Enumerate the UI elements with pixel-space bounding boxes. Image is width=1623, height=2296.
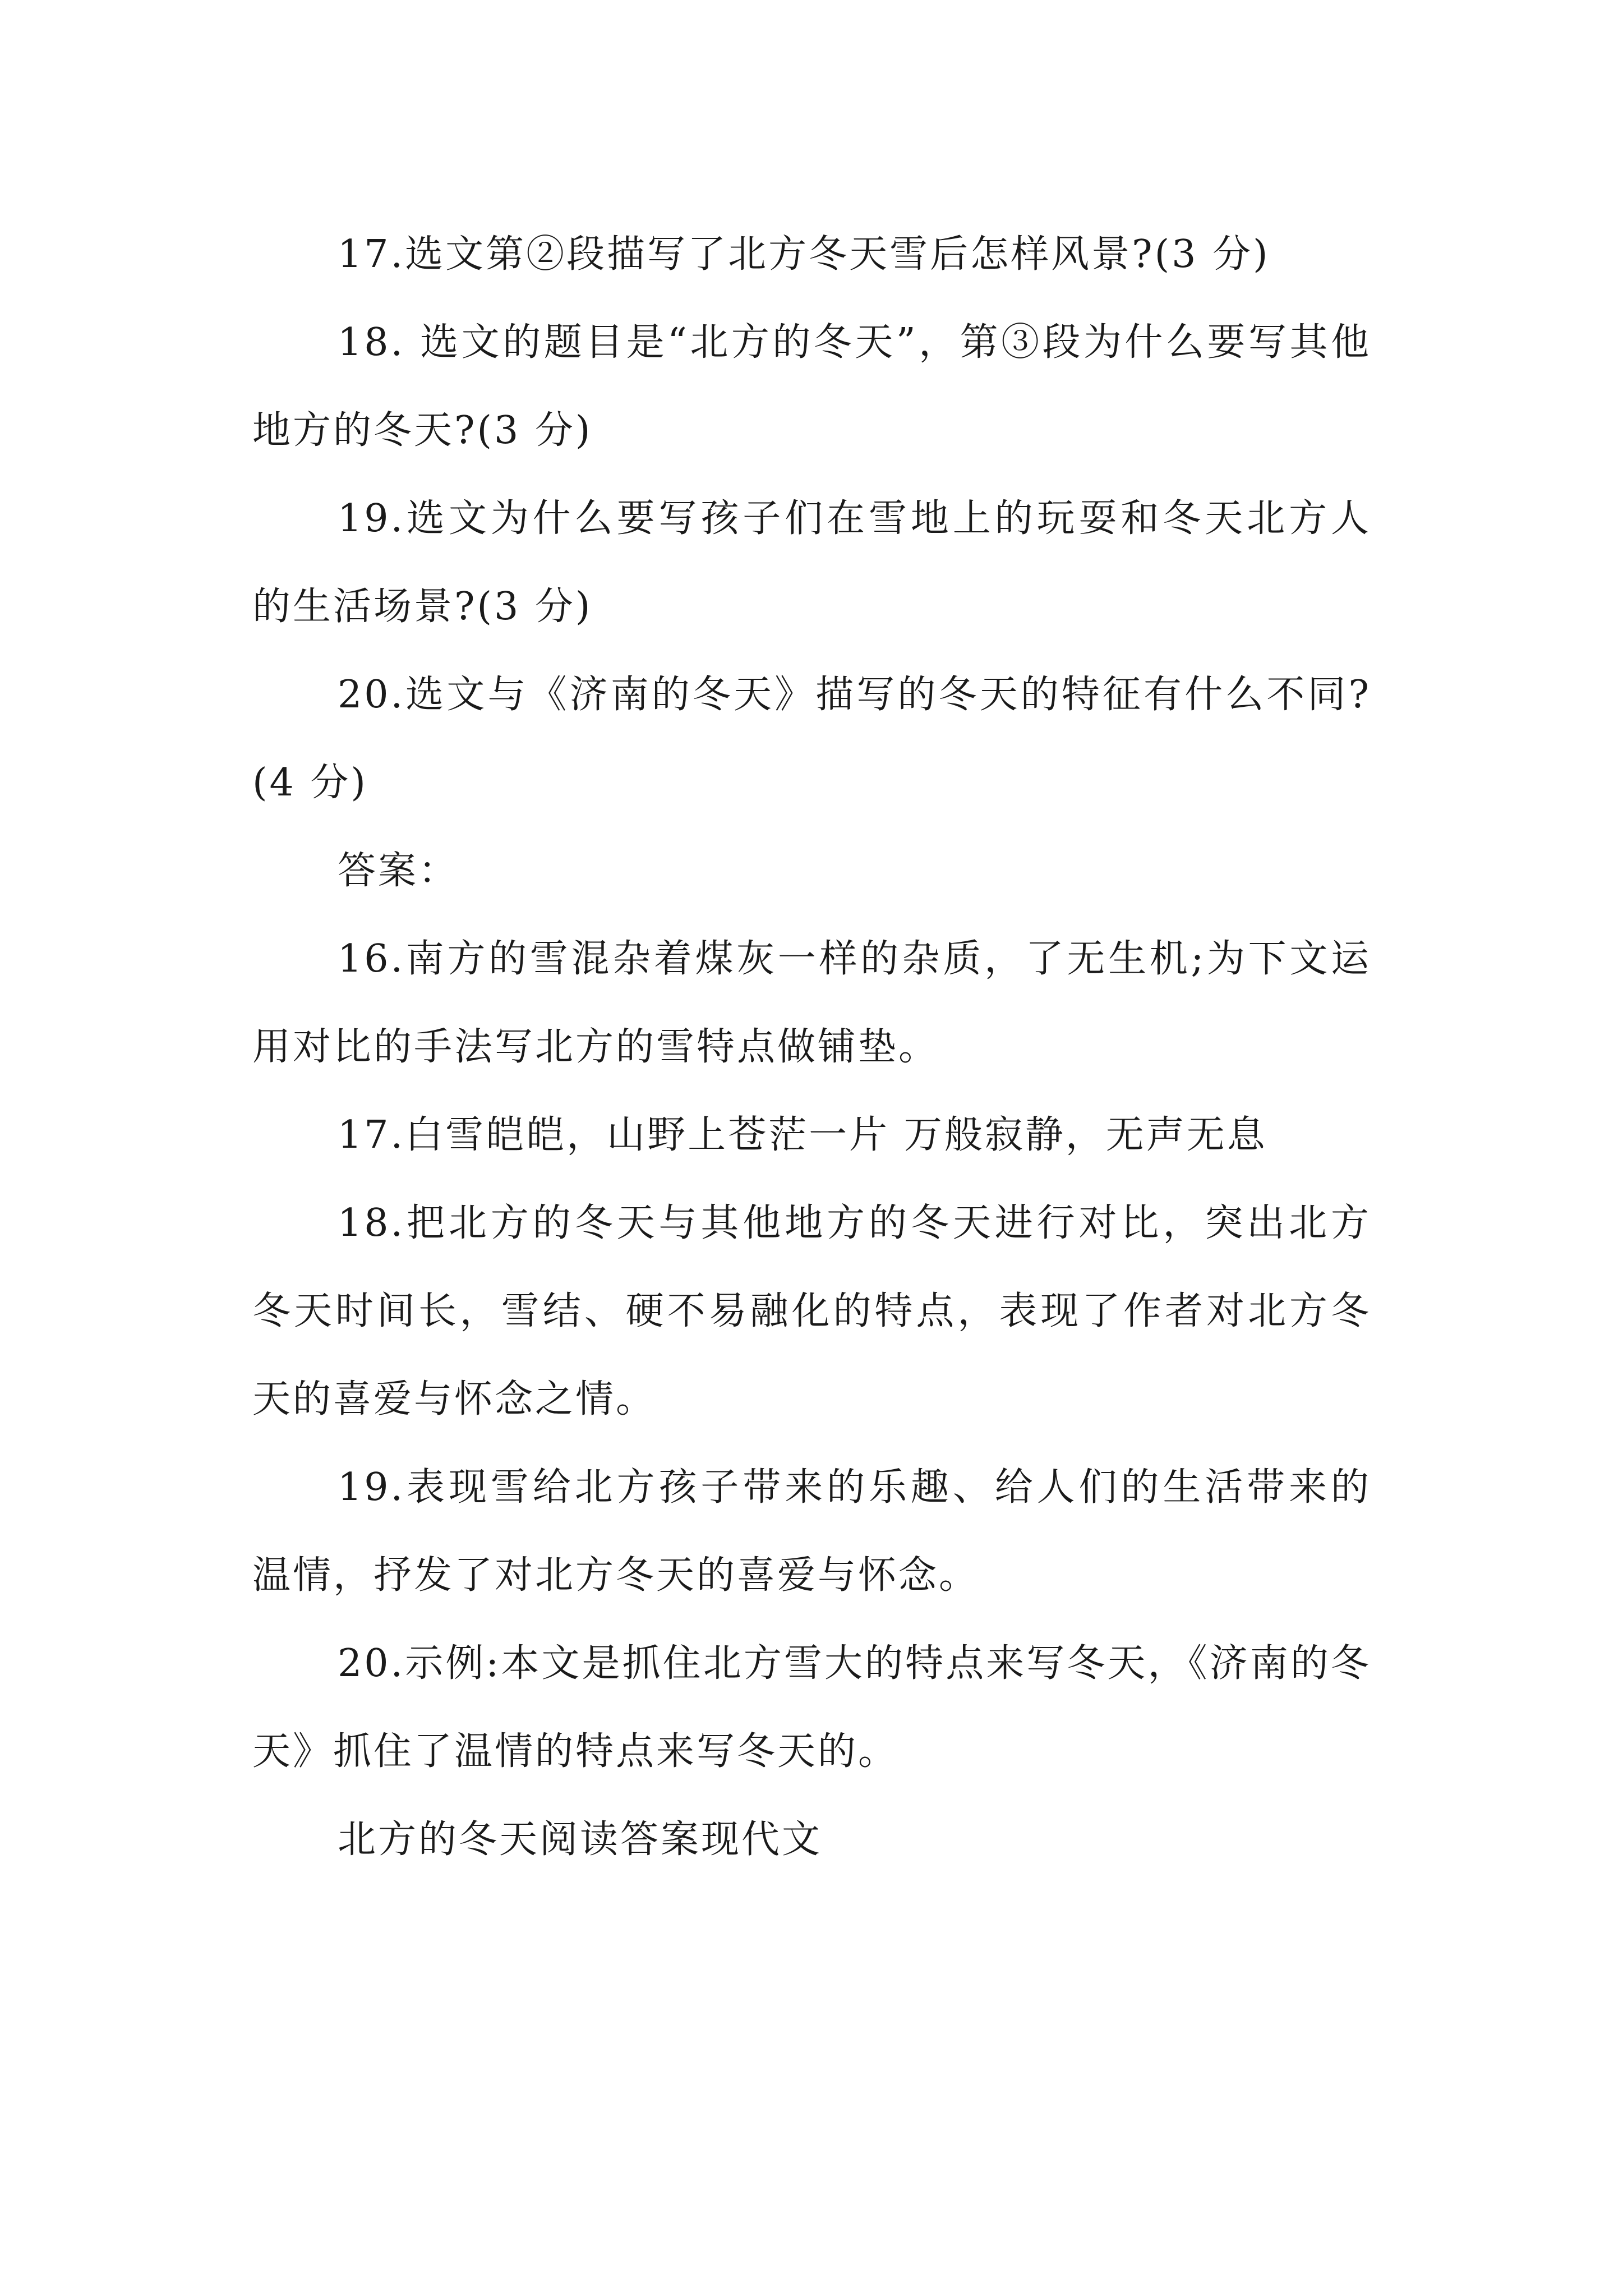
- question-20: 20.选文与《济南的冬天》描写的冬天的特征有什么不同?(4 分): [252, 673, 1371, 805]
- question-17: 17.选文第②段描写了北方冬天雪后怎样风景?(3 分): [338, 232, 1270, 277]
- question-18: 18. 选文的题目是“北方的冬天”，第③段为什么要写其他地方的冬天?(3 分): [252, 320, 1371, 453]
- answer-18: 18.把北方的冬天与其他地方的冬天进行对比，突出北方冬天时间长，雪结、硬不易融化的特点，表现了作者对北方冬天的喜爱与怀念之情。: [252, 1201, 1371, 1421]
- answer-17: 17.白雪皑皑，山野上苍茫一片 万般寂静，无声无息: [338, 1113, 1267, 1157]
- question-19: 19.选文为什么要写孩子们在雪地上的玩耍和冬天北方人的生活场景?(3 分): [252, 496, 1371, 629]
- footer-title: 北方的冬天阅读答案现代文: [338, 1818, 823, 1862]
- document-body: [252, 210, 1371, 1884]
- answer-16: 16.南方的雪混杂着煤灰一样的杂质，了无生机;为下文运用对比的手法写北方的雪特点做铺垫。: [252, 937, 1371, 1069]
- answer-19: 19.表现雪给北方孩子带来的乐趣、给人们的生活带来的温情，抒发了对北方冬天的喜爱与怀念。: [252, 1465, 1371, 1598]
- answer-20: 20.示例:本文是抓住北方雪大的特点来写冬天，《济南的冬天》抓住了温情的特点来写冬天的。: [252, 1641, 1371, 1774]
- answer-heading: 答案：: [338, 849, 459, 893]
